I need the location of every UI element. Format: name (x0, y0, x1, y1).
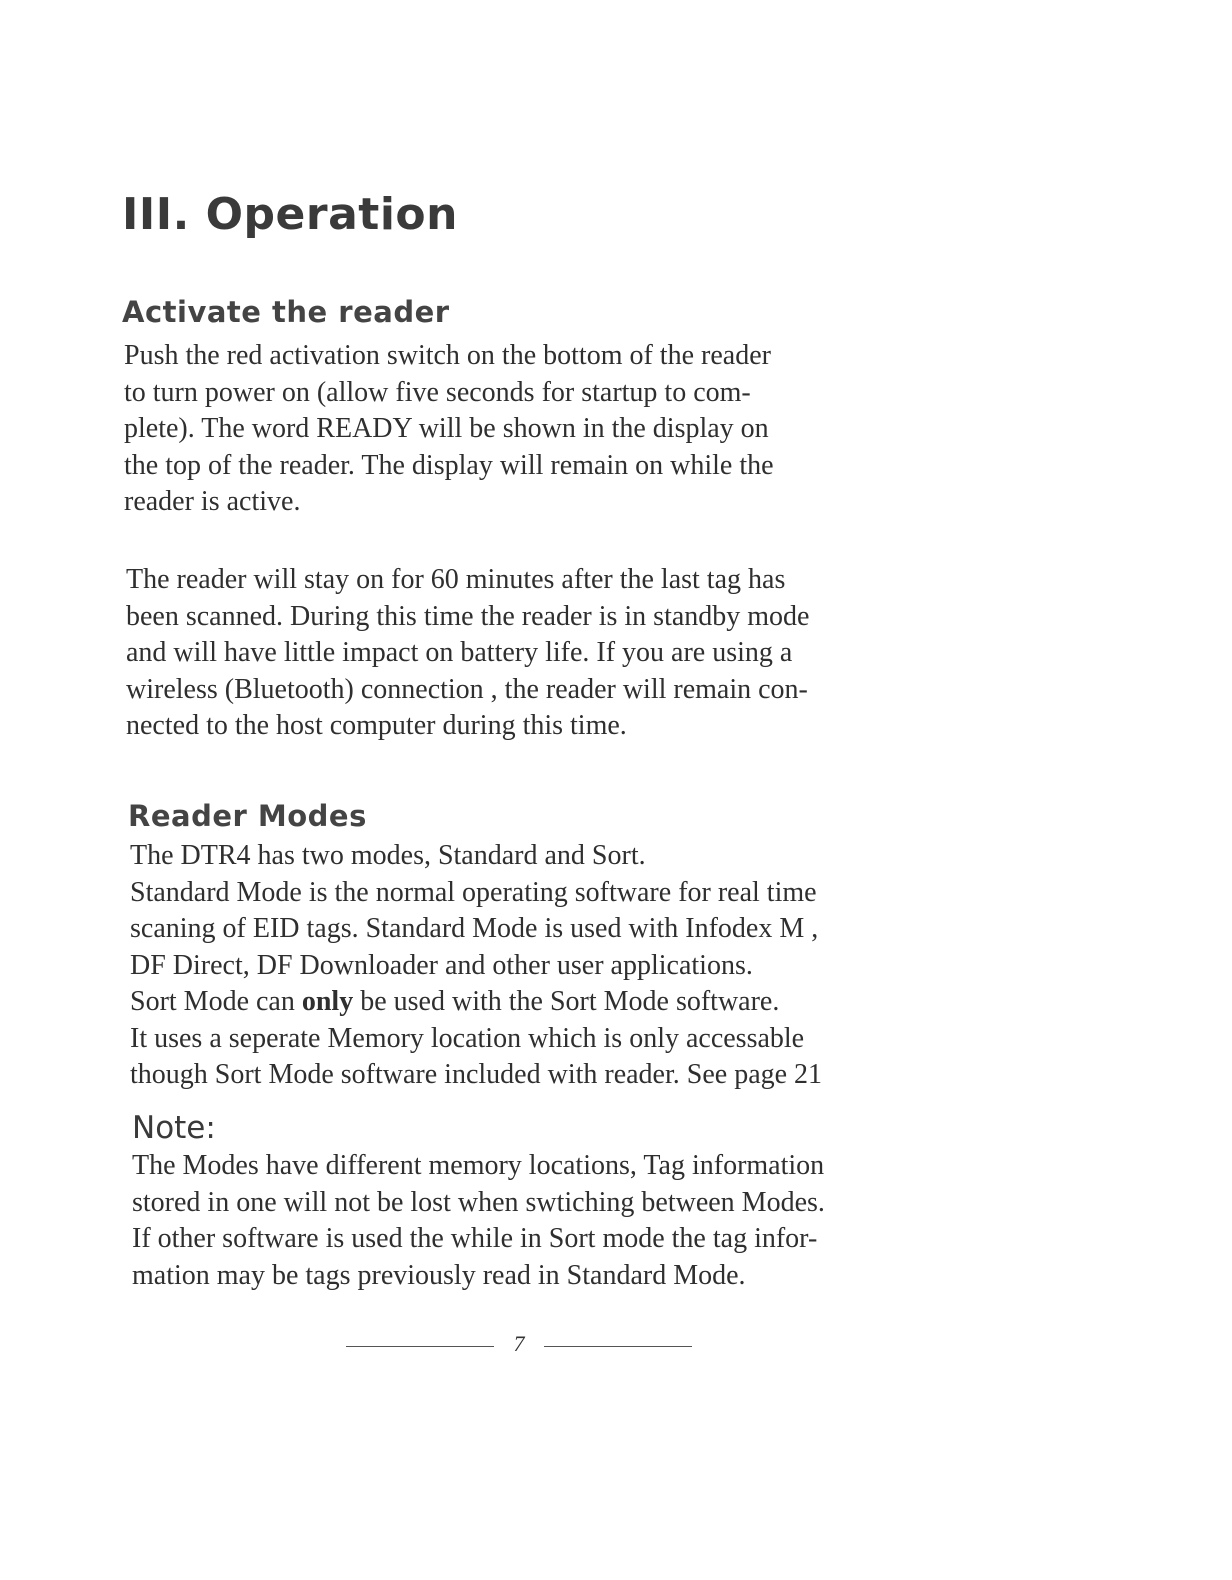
paragraph-line: mation may be tags previously read in Standard Mode. (132, 1259, 746, 1291)
sort-mode-line (130, 984, 822, 1021)
sort-mode-text-after: be used with the Sort Mode software. (353, 986, 780, 1017)
reader-modes-heading: Reader Modes (128, 799, 367, 833)
chapter-title: III. Operation (122, 189, 458, 240)
paragraph-line: plete). The word READY will be shown in the display on (124, 413, 769, 444)
paragraph-line: The DTR4 has two modes, Standard and Sort. (130, 840, 646, 871)
paragraph-line: Push the red activation switch on the bottom of the reader (124, 340, 771, 371)
paragraph-line: scaning of EID tags. Standard Mode is used with Infodex M , (130, 913, 819, 944)
footer-rule-left (346, 1346, 494, 1347)
footer-rule-right (544, 1346, 692, 1347)
paragraph-line: It uses a seperate Memory location which is only accessable (130, 1022, 805, 1054)
paragraph-line: If other software is used the while in Sort mode the tag infor- (132, 1223, 818, 1254)
paragraph-line: nected to the host computer during this time. (126, 710, 627, 741)
paragraph-line: stored in one will not be lost when swtiching between Modes. (132, 1186, 825, 1218)
sort-mode-text-before: Sort Mode can (130, 986, 302, 1017)
paragraph-line: reader is active. (124, 486, 301, 517)
paragraph-line: been scanned. During this time the reader is in standby mode (126, 600, 810, 632)
paragraph-line: Standard Mode is the normal operating software for real time (130, 876, 817, 908)
note-heading: Note: (132, 1110, 216, 1146)
paragraph-line: DF Direct, DF Downloader and other user applications. (130, 949, 753, 981)
paragraph-line: The Modes have different memory locations, Tag information (132, 1150, 825, 1181)
paragraph-line: though Sort Mode software included with reader. See page 21 (130, 1059, 823, 1090)
page-number: 7 (513, 1331, 525, 1356)
activate-paragraph-2 (126, 562, 809, 745)
paragraph-line: the top of the reader. The display will remain on while the (124, 449, 774, 481)
reader-modes-body (130, 838, 822, 1094)
activate-paragraph-1 (124, 338, 774, 521)
paragraph-line: wireless (Bluetooth) connection , the reader will remain con- (126, 673, 808, 705)
note-body (132, 1148, 825, 1294)
activate-heading: Activate the reader (122, 295, 450, 329)
paragraph-line: and will have little impact on battery life. If you are using a (126, 637, 793, 668)
only-emphasis: only (301, 986, 354, 1017)
page-footer (346, 1330, 692, 1360)
paragraph-line: to turn power on (allow five seconds for startup to com- (124, 376, 751, 408)
paragraph-line: The reader will stay on for 60 minutes after the last tag has (126, 564, 786, 595)
